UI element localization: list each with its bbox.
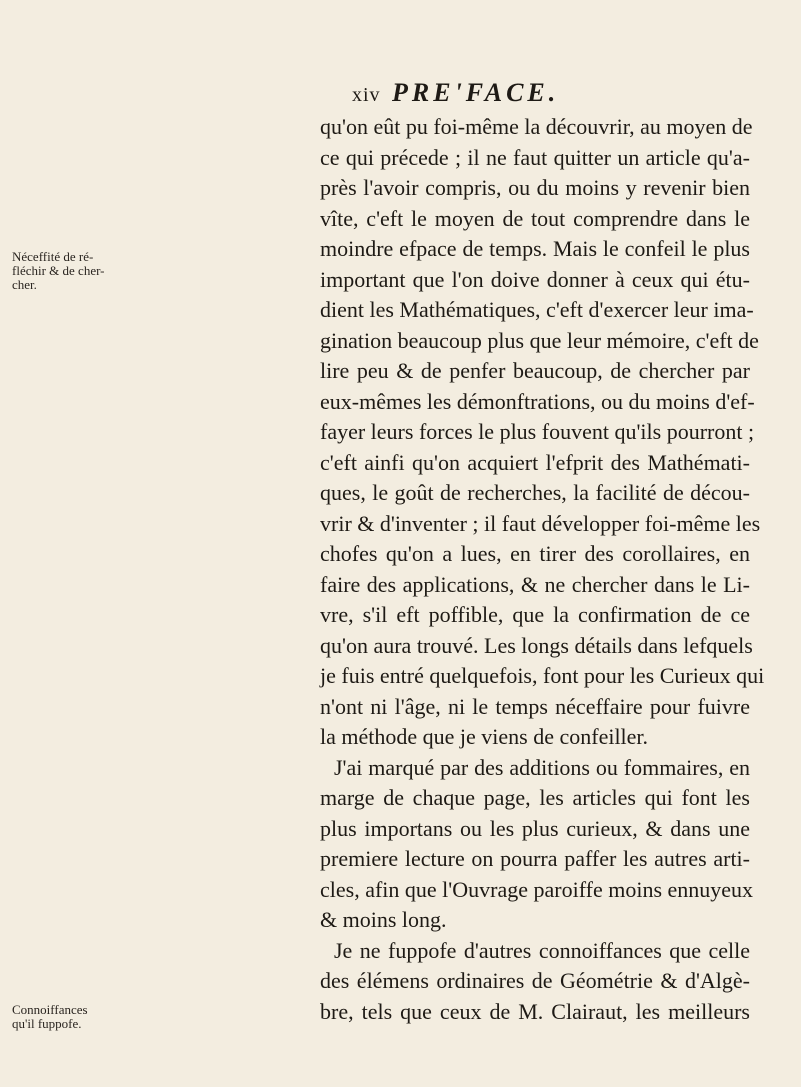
text-line: c'eft ainfi qu'on acquiert l'efprit des Mathémati- [320, 449, 750, 475]
margin-note-line: fléchir & de cher- [12, 263, 105, 278]
page-number: xiv [352, 84, 381, 106]
margin-note-connoissances [12, 1003, 112, 1031]
text-line: la méthode que je viens de confeiller. [320, 724, 649, 749]
text-line: dient les Mathématiques, c'eft d'exercer leur ima- [320, 297, 754, 322]
text-line: important que l'on doive donner à ceux qui étu- [320, 266, 750, 292]
margin-note-line: Néceffité de ré- [12, 249, 94, 264]
text-line: chofes qu'on a lues, en tirer des corollaires, en [320, 541, 750, 566]
text-line: vre, s'il eft poffible, que la confirmation de ce [320, 602, 750, 627]
margin-note-reflechir [12, 250, 112, 292]
margin-note-line: cher. [12, 277, 37, 292]
text-line: qu'on aura trouvé. Les longs détails dans lefquels [320, 632, 753, 658]
text-line: ce qui précede ; il ne faut quitter un article qu'a- [320, 144, 750, 170]
text-line: eux-mêmes les démonftrations, ou du moins d'ef- [320, 388, 755, 414]
text-line: marge de chaque page, les articles qui font les [320, 785, 750, 810]
text-line: J'ai marqué par des additions ou fommaires, en [334, 754, 750, 780]
text-line: moindre efpace de temps. Mais le confeil le plus [320, 236, 750, 261]
text-line: je fuis entré quelquefois, font pour les Curieux qui [320, 663, 765, 688]
margin-note-line: qu'il fuppofe. [12, 1016, 82, 1031]
text-line: & moins long. [320, 907, 447, 932]
text-line: ques, le goût de recherches, la facilité de décou- [320, 480, 750, 505]
text-line: Je ne fuppofe d'autres connoiffances que celle [334, 937, 750, 963]
body-text [320, 112, 765, 1027]
text-line: près l'avoir compris, ou du moins y revenir bien [320, 175, 750, 200]
text-line: cles, afin que l'Ouvrage paroiffe moins ennuyeux [320, 876, 754, 902]
page-header [352, 78, 692, 108]
text-line: lire peu & de penfer beaucoup, de chercher par [320, 358, 750, 383]
text-line: gination beaucoup plus que leur mémoire, c'eft de [320, 327, 759, 353]
text-line: faire des applications, & ne chercher dans le Li- [320, 571, 750, 597]
text-line: vrir & d'inventer ; il faut développer foi-même les [320, 510, 761, 536]
text-line: vîte, c'eft le moyen de tout comprendre dans le [320, 205, 750, 231]
text-line: des élémens ordinaires de Géométrie & d'Algè- [320, 968, 750, 993]
text-line: fayer leurs forces le plus fouvent qu'ils pourront ; [320, 419, 755, 444]
text-line: plus importans ou les plus curieux, & dans une [320, 815, 750, 841]
text-line: n'ont ni l'âge, ni le temps néceffaire pour fuivre [320, 693, 750, 719]
text-line: premiere lecture on pourra paffer les autres arti- [320, 846, 750, 871]
running-title: PRE'FACE. [392, 78, 560, 107]
margin-note-line: Connoiffances [12, 1002, 88, 1017]
text-line: bre, tels que ceux de M. Clairaut, les meilleurs [320, 998, 750, 1024]
text-line: qu'on eût pu foi-même la découvrir, au moyen de [320, 114, 753, 139]
